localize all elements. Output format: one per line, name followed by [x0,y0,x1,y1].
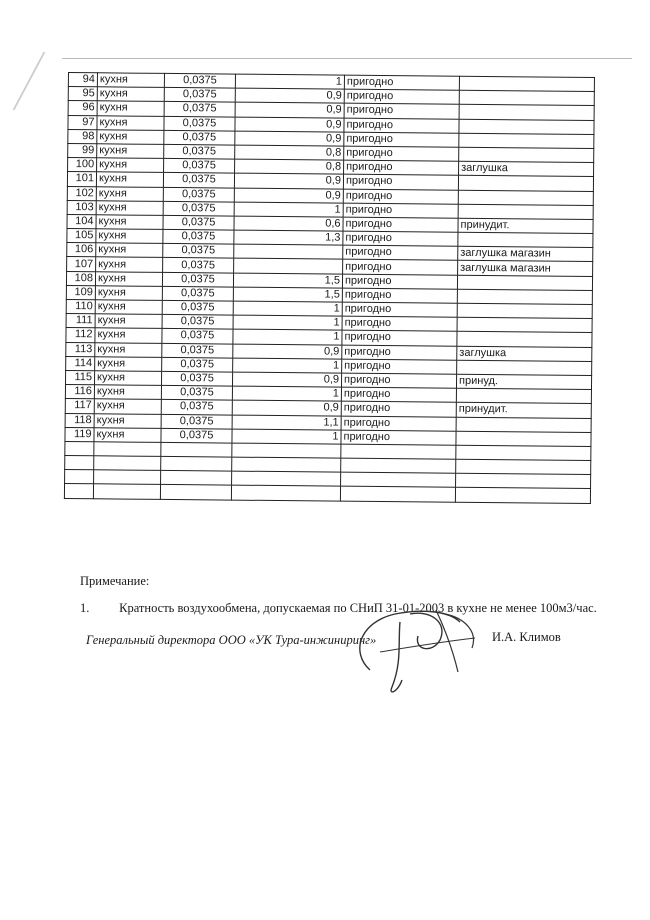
cell-remark [458,176,593,191]
cell-room-name: кухня [94,371,161,386]
cell-room-name: кухня [95,271,162,286]
cell-row-number: 118 [65,413,94,427]
cell-condition: пригодно [342,359,457,374]
cell-air-rate [232,471,341,486]
cell-air-rate: 1 [234,202,343,217]
cell-remark: принуд. [456,374,591,389]
cell-air-rate: 0,9 [235,102,344,117]
cell-remark [456,431,591,446]
cell-room-name: кухня [95,342,162,357]
cell-condition [341,472,456,487]
cell-air-rate: 0,9 [235,88,344,103]
cell-condition: пригодно [343,189,458,204]
director-name: И.А. Климов [492,630,561,644]
cell-air-rate [232,443,341,458]
cell-row-number: 114 [66,356,95,370]
cell-room-name: кухня [96,215,163,230]
cell-room-name: кухня [94,399,161,414]
cell-room-name: кухня [97,130,164,145]
cell-condition: пригодно [343,217,458,232]
cell-air-rate: 1 [232,386,341,401]
cell-vent-area [161,471,232,486]
cell-air-rate: 0,9 [232,400,341,415]
cell-condition: пригодно [341,416,456,431]
cell-room-name: кухня [95,357,162,372]
cell-row-number: 105 [67,229,96,243]
cell-row-number: 95 [68,87,97,101]
cell-row-number: 99 [68,143,97,157]
cell-remark: заглушка магазин [458,247,593,262]
cell-remark [456,459,591,474]
cell-row-number: 96 [68,101,97,115]
cell-remark [455,488,590,503]
cell-remark: заглушка [459,161,594,176]
cell-row-number: 109 [66,285,95,299]
cell-air-rate: 1 [232,429,341,444]
cell-condition: пригодно [343,245,458,260]
cell-vent-area: 0,0375 [163,215,234,230]
cell-room-name: кухня [97,101,164,116]
cell-air-rate: 1 [233,358,342,373]
cell-row-number [65,456,94,470]
cell-room-name: кухня [97,115,164,130]
cell-air-rate: 1,3 [234,230,343,245]
director-title: Генеральный директора ООО «УК Тура-инжиниринг» [86,633,377,647]
cell-remark: заглушка [457,346,592,361]
cell-room-name: кухня [95,286,162,301]
cell-condition: пригодно [344,89,459,104]
cell-row-number: 106 [67,243,96,257]
cell-vent-area: 0,0375 [164,159,235,174]
cell-vent-area: 0,0375 [162,286,233,301]
cell-room-name: кухня [95,328,162,343]
cell-condition: пригодно [342,288,457,303]
cell-vent-area: 0,0375 [163,201,234,216]
cell-vent-area: 0,0375 [164,73,235,88]
cell-remark [456,445,591,460]
cell-row-number: 100 [68,158,97,172]
cell-condition: пригодно [344,160,459,175]
cell-air-rate: 0,9 [234,173,343,188]
cell-condition: пригодно [344,75,459,90]
cell-vent-area: 0,0375 [164,88,235,103]
cell-air-rate: 0,9 [233,344,342,359]
cell-room-name: кухня [95,314,162,329]
cell-condition: пригодно [344,104,459,119]
cell-row-number: 116 [65,385,94,399]
cell-room-name [94,442,161,457]
cell-vent-area [160,485,231,500]
cell-air-rate [234,244,343,259]
cell-remark [459,76,594,91]
cell-vent-area: 0,0375 [164,144,235,159]
cell-row-number: 117 [65,399,94,413]
cell-row-number: 107 [67,257,96,271]
signature-image [340,592,490,702]
cell-remark [456,473,591,488]
cell-room-name: кухня [96,243,163,258]
cell-room-name: кухня [97,158,164,173]
cell-air-rate: 1 [235,74,344,89]
cell-row-number: 101 [67,172,96,186]
cell-condition: пригодно [341,401,456,416]
cell-air-rate: 1,5 [233,273,342,288]
ventilation-table [64,72,595,504]
cell-room-name: кухня [97,73,164,88]
cell-air-rate: 1 [233,329,342,344]
cell-row-number: 111 [66,314,95,328]
cell-condition: пригодно [342,302,457,317]
cell-row-number: 119 [65,427,94,441]
cell-room-name: кухня [94,413,161,428]
cell-room-name: кухня [96,229,163,244]
cell-row-number: 112 [66,328,95,342]
cell-row-number [65,441,94,455]
cell-remark [459,133,594,148]
cell-vent-area: 0,0375 [162,300,233,315]
cell-condition: пригодно [343,231,458,246]
cell-row-number: 103 [67,200,96,214]
cell-room-name [94,456,161,471]
cell-row-number: 110 [66,299,95,313]
cell-room-name [93,484,160,499]
cell-condition: пригодно [341,387,456,402]
cell-room-name: кухня [94,427,161,442]
cell-remark [457,360,592,375]
cell-vent-area: 0,0375 [164,130,235,145]
cell-condition [341,444,456,459]
cell-row-number: 98 [68,129,97,143]
cell-row-number: 94 [68,73,97,87]
cell-remark [459,105,594,120]
cell-vent-area: 0,0375 [161,386,232,401]
cell-air-rate: 0,9 [235,117,344,132]
cell-room-name: кухня [97,87,164,102]
note-text: Кратность воздухообмена, допускаемая по СНиП 31-01-2003 в кухне не менее 100м3/час. [119,601,597,615]
table-body [64,73,594,504]
note-item [80,601,597,616]
cell-condition: пригодно [344,132,459,147]
cell-vent-area: 0,0375 [163,229,234,244]
cell-row-number: 115 [65,370,94,384]
cell-remark [459,147,594,162]
cell-vent-area: 0,0375 [163,173,234,188]
cell-condition: пригодно [343,174,458,189]
cell-air-rate: 1,1 [232,415,341,430]
cell-vent-area: 0,0375 [162,272,233,287]
cell-condition: пригодно [342,345,457,360]
cell-row-number: 102 [67,186,96,200]
cell-vent-area: 0,0375 [161,414,232,429]
cell-condition: пригодно [344,146,459,161]
cell-row-number: 108 [66,271,95,285]
cell-remark [458,232,593,247]
cell-vent-area [161,442,232,457]
cell-air-rate: 0,6 [234,216,343,231]
cell-row-number [64,484,93,498]
cell-room-name: кухня [96,186,163,201]
cell-air-rate: 1,5 [233,287,342,302]
cell-vent-area: 0,0375 [162,315,233,330]
cell-condition: пригодно [343,203,458,218]
cell-condition: пригодно [343,260,458,275]
cell-vent-area: 0,0375 [164,102,235,117]
cell-air-rate: 0,9 [235,131,344,146]
cell-remark [459,90,594,105]
cell-air-rate [232,457,341,472]
cell-condition: пригодно [342,274,457,289]
cell-condition [341,458,456,473]
cell-condition: пригодно [341,430,456,445]
cell-remark [456,388,591,403]
cell-air-rate [231,486,340,501]
cell-remark [457,275,592,290]
cell-vent-area: 0,0375 [164,116,235,131]
cell-vent-area: 0,0375 [161,371,232,386]
cell-air-rate: 1 [233,315,342,330]
cell-vent-area: 0,0375 [163,258,234,273]
cell-remark [457,317,592,332]
cell-vent-area: 0,0375 [161,400,232,415]
cell-air-rate [234,259,343,274]
cell-air-rate: 0,9 [234,188,343,203]
cell-air-rate: 0,8 [235,145,344,160]
cell-room-name [94,470,161,485]
cell-condition: пригодно [342,331,457,346]
cell-row-number [65,470,94,484]
cell-vent-area: 0,0375 [161,428,232,443]
cell-room-name: кухня [96,172,163,187]
top-edge-line [62,58,632,59]
cell-vent-area [161,456,232,471]
cell-condition: пригодно [341,373,456,388]
cell-air-rate: 0,9 [232,372,341,387]
cell-vent-area: 0,0375 [162,343,233,358]
note-number: 1. [80,601,90,615]
cell-condition: пригодно [344,118,459,133]
cell-vent-area: 0,0375 [162,357,233,372]
cell-condition: пригодно [342,316,457,331]
note-heading: Примечание: [80,574,150,588]
cell-remark [457,332,592,347]
cell-room-name: кухня [96,200,163,215]
cell-remark [457,303,592,318]
cell-remark [459,119,594,134]
cell-room-name: кухня [97,144,164,159]
cell-remark [456,417,591,432]
cell-room-name: кухня [96,257,163,272]
cell-room-name: кухня [94,385,161,400]
cell-row-number: 104 [67,214,96,228]
cell-room-name: кухня [95,300,162,315]
cell-remark: принудит. [458,218,593,233]
cell-vent-area: 0,0375 [162,329,233,344]
cell-row-number: 113 [66,342,95,356]
cell-row-number: 97 [68,115,97,129]
cell-air-rate: 1 [233,301,342,316]
cell-remark [457,289,592,304]
cell-remark [458,204,593,219]
cell-condition [340,487,455,502]
cell-vent-area: 0,0375 [163,244,234,259]
cell-vent-area: 0,0375 [163,187,234,202]
cell-air-rate: 0,8 [235,159,344,174]
cell-remark [458,190,593,205]
cell-remark: заглушка магазин [458,261,593,276]
cell-remark: принудит. [456,403,591,418]
